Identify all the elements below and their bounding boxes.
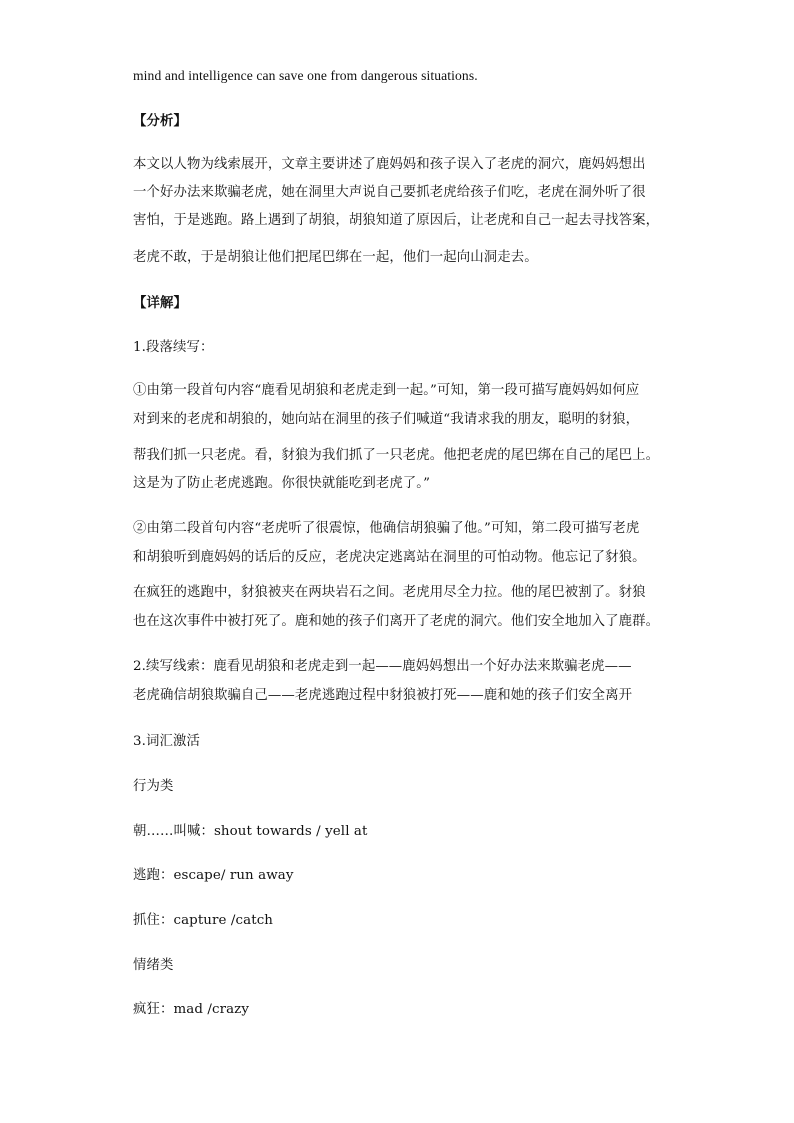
vocab-item: 朝……叫喊：shout towards / yell at (133, 824, 368, 839)
paragraph1-line: ①由第一段首句内容“鹿看见胡狼和老虎走到一起。”可知，第一段可描写鹿妈妈如何应 (133, 383, 640, 398)
analysis-line: 本文以人物为线索展开，文章主要讲述了鹿妈妈和孩子误入了老虎的洞穴，鹿妈妈想出 (133, 157, 646, 172)
analysis-line: 害怕，于是逃跑。路上遇到了胡狼，胡狼知道了原因后，让老虎和自己一起去寻找答案， (133, 213, 660, 228)
vocab-item: 逃跑：escape/ run away (133, 868, 294, 883)
analysis-line: 老虎不敢，于是胡狼让他们把尾巴绑在一起，他们一起向山洞走去。 (133, 250, 538, 265)
detail-heading: 【详解】 (133, 295, 187, 311)
section3-title: 3.词汇激活 (133, 734, 200, 749)
clue-line: 老虎确信胡狼欺骗自己——老虎逃跑过程中豺狼被打死——鹿和她的孩子们安全离开 (133, 688, 633, 703)
category-action-label: 行为类 (133, 779, 174, 794)
paragraph2-line: ②由第二段首句内容“老虎听了很震惊，他确信胡狼骗了他。”可知，第二段可描写老虎 (133, 521, 640, 536)
intro-tail-text: mind and intelligence can save one from dangerous situations. (133, 68, 478, 83)
vocab-item: 抓住：capture /catch (133, 913, 274, 928)
section1-title: 1.段落续写： (133, 340, 214, 355)
vocab-item: 疯狂：mad /crazy (133, 1002, 249, 1017)
paragraph2-line: 和胡狼听到鹿妈妈的话后的反应，老虎决定逃离站在洞里的可怕动物。他忘记了豺狼。 (133, 550, 646, 565)
analysis-line: 一个好办法来欺骗老虎，她在洞里大声说自己要抓老虎给孩子们吃，老虎在洞外听了很 (133, 185, 646, 200)
category-emotion-label: 情绪类 (133, 958, 174, 973)
analysis-heading: 【分析】 (133, 113, 187, 129)
paragraph2-line: 也在这次事件中被打死了。鹿和她的孩子们离开了老虎的洞穴。他们安全地加入了鹿群。 (133, 614, 660, 629)
paragraph1-line: 帮我们抓一只老虎。看，豺狼为我们抓了一只老虎。他把老虎的尾巴绑在自己的尾巴上。 (133, 448, 660, 463)
paragraph2-line: 在疯狂的逃跑中，豺狼被夹在两块岩石之间。老虎用尽全力拉。他的尾巴被割了。豺狼 (133, 585, 646, 600)
paragraph1-line: 这是为了防止老虎逃跑。你很快就能吃到老虎了。” (133, 476, 431, 491)
clue-line: 2.续写线索：鹿看见胡狼和老虎走到一起——鹿妈妈想出一个好办法来欺骗老虎—— (133, 659, 632, 674)
paragraph1-line: 对到来的老虎和胡狼的，她向站在洞里的孩子们喊道“我请求我的朋友，聪明的豺狼， (133, 412, 640, 427)
